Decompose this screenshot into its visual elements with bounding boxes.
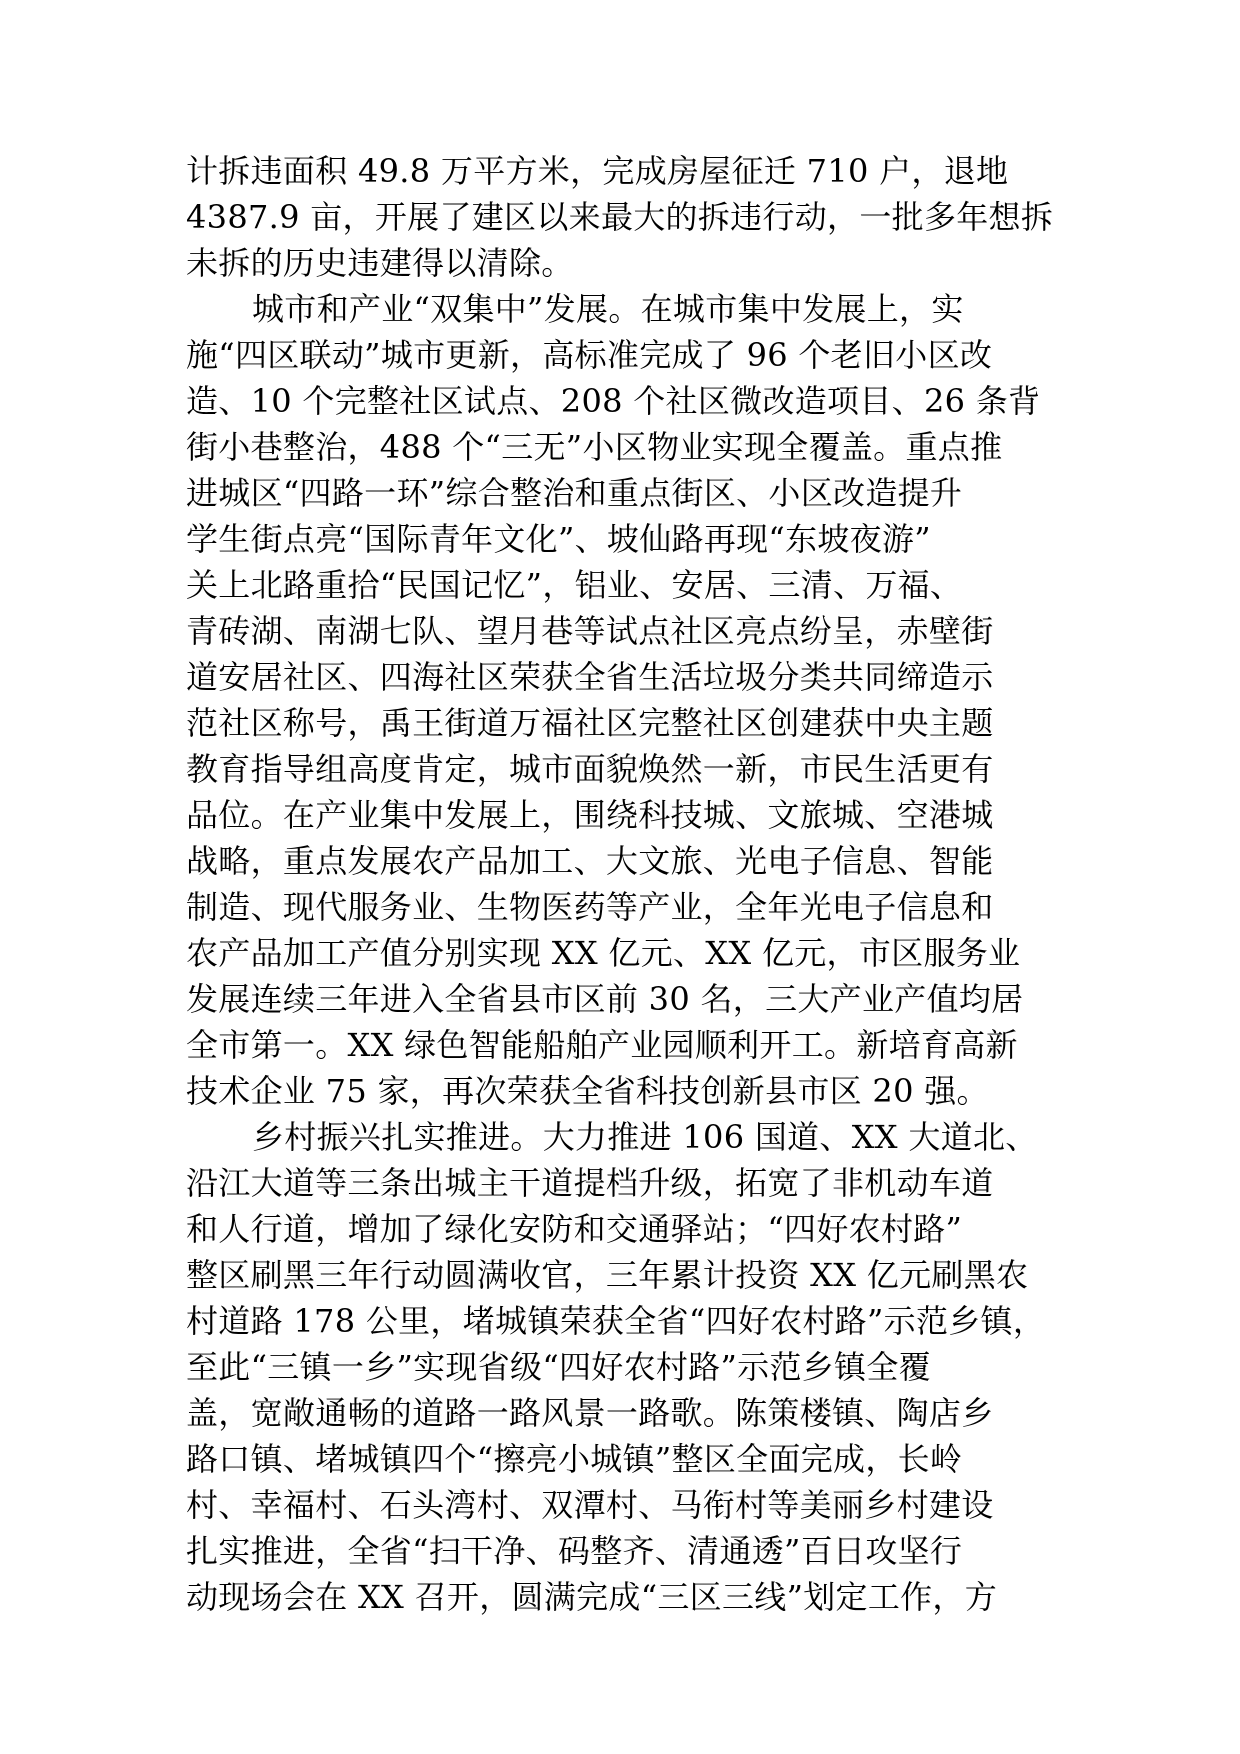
text-line: 农产品加工产值分别实现 XX 亿元、XX 亿元，市区服务业 <box>186 934 1021 972</box>
text-line: 进城区“四路一环”综合整治和重点街区、小区改造提升 <box>186 474 963 512</box>
text-line: 城市和产业“双集中”发展。在城市集中发展上，实 <box>252 290 964 328</box>
text-line: 战略，重点发展农产品加工、大文旅、光电子信息、智能 <box>186 842 994 880</box>
paragraph <box>186 286 1066 1114</box>
text-line: 街小巷整治，488 个“三无”小区物业实现全覆盖。重点推 <box>186 428 1003 466</box>
text-line: 学生街点亮“国际青年文化”、坡仙路再现“东坡夜游” <box>186 520 931 558</box>
text-line: 范社区称号，禹王街道万福社区完整社区创建获中央主题 <box>186 704 994 742</box>
text-line: 村、幸福村、石头湾村、双潭村、马衔村等美丽乡村建设 <box>186 1486 994 1524</box>
text-line: 全市第一。XX 绿色智能船舶产业园顺利开工。新培育高新 <box>186 1026 1018 1064</box>
text-line: 村道路 178 公里，堵城镇荣获全省“四好农村路”示范乡镇， <box>186 1302 1046 1340</box>
text-line: 至此“三镇一乡”实现省级“四好农村路”示范乡镇全覆 <box>186 1348 931 1386</box>
text-line: 沿江大道等三条出城主干道提档升级，拓宽了非机动车道 <box>186 1164 994 1202</box>
text-line: 盖，宽敞通畅的道路一路风景一路歌。陈策楼镇、陶店乡 <box>186 1394 994 1432</box>
text-line: 教育指导组高度肯定，城市面貌焕然一新，市民生活更有 <box>186 750 994 788</box>
text-line: 技术企业 75 家，再次荣获全省科技创新县市区 20 强。 <box>186 1072 989 1110</box>
text-line: 路口镇、堵城镇四个“擦亮小城镇”整区全面完成，长岭 <box>186 1440 963 1478</box>
document-body <box>186 148 1066 1620</box>
text-line: 4387.9 亩，开展了建区以来最大的拆违行动，一批多年想拆 <box>186 198 1054 236</box>
text-line: 和人行道，增加了绿化安防和交通驿站；“四好农村路” <box>186 1210 963 1248</box>
text-line: 乡村振兴扎实推进。大力推进 106 国道、XX 大道北、 <box>252 1118 1038 1156</box>
text-line: 施“四区联动”城市更新，高标准完成了 96 个老旧小区改 <box>186 336 993 374</box>
text-line: 未拆的历史违建得以清除。 <box>186 244 574 282</box>
text-line: 发展连续三年进入全省县市区前 30 名，三大产业产值均居 <box>186 980 1024 1018</box>
text-line: 动现场会在 XX 召开，圆满完成“三区三线”划定工作，方 <box>186 1578 998 1616</box>
text-line: 品位。在产业集中发展上，围绕科技城、文旅城、空港城 <box>186 796 994 834</box>
text-line: 道安居社区、四海社区荣获全省生活垃圾分类共同缔造示 <box>186 658 994 696</box>
text-line: 造、10 个完整社区试点、208 个社区微改造项目、26 条背 <box>186 382 1041 420</box>
text-line: 青砖湖、南湖七队、望月巷等试点社区亮点纷呈，赤壁街 <box>186 612 994 650</box>
text-line: 扎实推进，全省“扫干净、码整齐、清通透”百日攻坚行 <box>186 1532 963 1570</box>
text-line: 关上北路重拾“民国记忆”，铝业、安居、三清、万福、 <box>186 566 963 604</box>
paragraph <box>186 148 1066 286</box>
text-line: 整区刷黑三年行动圆满收官，三年累计投资 XX 亿元刷黑农 <box>186 1256 1029 1294</box>
text-line: 制造、现代服务业、生物医药等产业，全年光电子信息和 <box>186 888 994 926</box>
text-line: 计拆违面积 49.8 万平方米，完成房屋征迁 710 户，退地 <box>186 152 1009 190</box>
paragraph <box>186 1114 1066 1620</box>
